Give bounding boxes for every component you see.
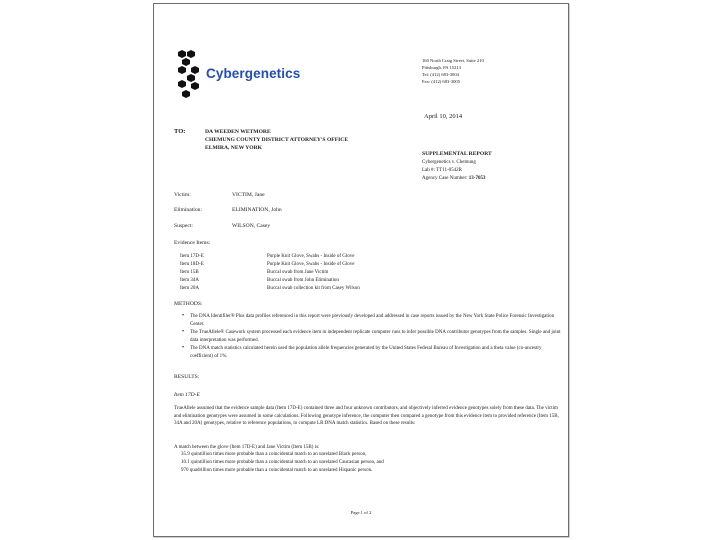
recipient-line: CHEMUNG COUNTY DISTRICT ATTORNEY'S OFFICE: [205, 137, 349, 143]
evidence-id: Item 18D-E: [180, 262, 204, 267]
results-paragraph: TrueAllele assumed that the evidence sample data (Item 17D-E) contained three and four unknown contributors, and objectively inferred evidence genotypes solely from these data. The victim and elimination genotypes were assumed in some calculations. Following genotype inference, the computer then compared a genotype from this evidence item to provided reference (Item 15B, 34A and 20A) genotypes, relative to reference populations, to compute LR DNA match statistics. Based on these results:: [174, 406, 559, 427]
evidence-desc: Buccal swab from John Elimination: [267, 278, 339, 283]
evidence-desc: Buccal swab collection kit from Casey Wilson: [267, 286, 360, 291]
bullet-icon: •: [182, 345, 185, 351]
methods-bullet: The DNA Identifiler® Plus data profiles referenced in this report were previously developed and addressed in case reports issued by the New York State Police Forensic Investigation Center.: [190, 314, 555, 327]
to-label: TO:: [174, 128, 186, 135]
evidence-id: Item 34A: [180, 278, 200, 283]
address-line: Fax: (412) 683-3005: [422, 79, 461, 84]
agency-number: 13-7053: [468, 176, 486, 181]
elimination-label: Elimination:: [174, 207, 202, 213]
results-heading: RESULTS:: [174, 374, 200, 380]
recipient-line: ELMIRA, NEW YORK: [205, 145, 263, 151]
evidence-id: Item 17D-E: [180, 254, 204, 259]
address-line: Pittsburgh, PA 15213: [422, 65, 461, 70]
report-title: SUPPLEMENTAL REPORT: [422, 151, 492, 157]
evidence-id: Item 15B: [180, 270, 199, 275]
evidence-desc: Buccal swab from Jane Victim: [267, 270, 329, 275]
match-statistic: 970 quadrillion times more probable than a coincidental match to an unrelated Hispanic person.: [181, 468, 373, 473]
suspect-label: Suspect:: [174, 223, 193, 229]
suspect-value: WILSON, Casey: [232, 223, 271, 229]
evidence-id: Item 20A: [180, 286, 200, 291]
agency-label: Agency Case Number:: [422, 176, 468, 181]
match-statistic: 35.9 quintillion times more probable than a coincidental match to an unrelated Black person,: [181, 452, 367, 457]
evidence-desc: Purple Knit Glove, Swabs - Inside of Glove: [267, 262, 355, 267]
methods-bullet: The DNA match statistics calculated herein used the population allele frequencies generated by the United States Federal Bureau of Investigation and a theta value (co-ancestry coefficient) of 1%.: [190, 346, 542, 359]
evidence-heading: Evidence Items:: [174, 240, 211, 246]
page-number: Page 1 of 2: [350, 510, 372, 515]
bullet-icon: •: [182, 329, 185, 335]
victim-label: Victim:: [174, 192, 191, 198]
elimination-value: ELIMINATION, John: [232, 207, 282, 213]
bullet-icon: •: [182, 313, 185, 319]
agency-case: [422, 175, 485, 183]
address-line: 160 North Craig Street, Suite 210: [422, 58, 484, 63]
results-item-heading: Item 17D-E: [174, 392, 200, 398]
methods-bullet: The TrueAllele® Casework system processed each evidence item in independent replicate computer runs to infer possible DNA contributor genotypes from the samples. Single and joint data interpretation was performed.: [190, 330, 561, 343]
methods-heading: METHODS:: [174, 301, 203, 307]
cybergenetics-logo-icon: [178, 50, 200, 100]
recipient-line: DA WEEDEN WETMORE: [205, 129, 271, 135]
case-label: Cybergenetics v. Chemung: [422, 160, 476, 165]
match-intro: A match between the glove (Item 17D-E) and Jane Victim (Item 15B) is:: [174, 445, 320, 450]
report-date: April 10, 2014: [424, 113, 463, 120]
victim-value: VICTIM, Jane: [232, 192, 265, 198]
recipient-block: [205, 128, 348, 152]
address-line: Tel: (412) 683-3004: [422, 72, 459, 77]
company-name: Cybergenetics: [206, 66, 301, 81]
lab-number: Lab #: TT11-0542R: [422, 168, 462, 173]
evidence-desc: Purple Knit Glove, Swabs - Inside of Glove: [267, 254, 355, 259]
document-page: [153, 3, 569, 537]
match-statistic: 10.1 quintillion times more probable than a coincidental match to an unrelated Caucasian person, and: [181, 460, 384, 465]
